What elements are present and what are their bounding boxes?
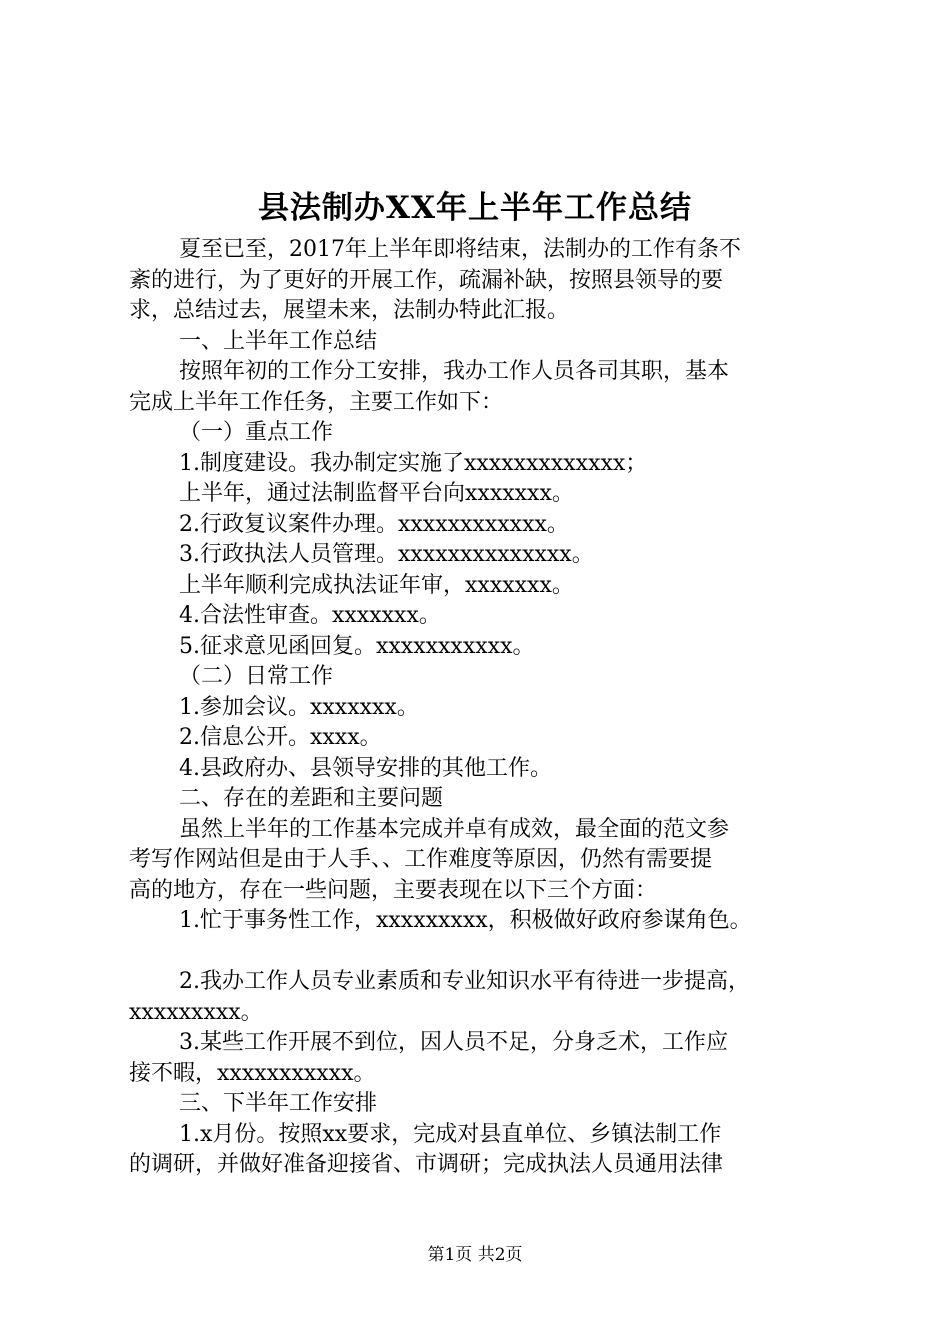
list-item: 2.信息公开。xxxx。 <box>179 725 382 750</box>
paragraph-line: 高的地方，存在一些问题，主要表现在以下三个方面： <box>129 877 658 903</box>
paragraph-line: 夏至已至，2017年上半年即将结束，法制办的工作有条不 <box>179 237 741 262</box>
paragraph-line: 上半年，通过法制监督平台向xxxxxxx。 <box>179 481 574 506</box>
paragraph-line: 完成上半年工作任务，主要工作如下： <box>129 389 504 415</box>
blank-line <box>129 937 829 968</box>
paragraph-line: 上半年顺利完成执法证年审，xxxxxxx。 <box>179 572 574 598</box>
list-item: 1.制度建设。我办制定实施了xxxxxxxxxxxxx； <box>179 450 648 476</box>
list-item: 1.忙于事务性工作，xxxxxxxxx，积极做好政府参谋角色。 <box>179 908 752 933</box>
list-item: 4.县政府办、县领导安排的其他工作。 <box>179 755 552 781</box>
document-body <box>129 235 829 1181</box>
paragraph-line: 求，总结过去，展望未来，法制办特此汇报。 <box>129 298 570 323</box>
paragraph-line: 紊的进行，为了更好的开展工作，疏漏补缺，按照县领导的要 <box>129 267 724 293</box>
section-heading: 二、存在的差距和主要问题 <box>179 786 444 811</box>
list-item: 3.某些工作开展不到位，因人员不足，分身乏术，工作应 <box>179 1030 728 1055</box>
section-heading: 一、上半年工作总结 <box>179 328 378 354</box>
paragraph-line: 按照年初的工作分工安排，我办工作人员各司其职，基本 <box>179 359 730 384</box>
paragraph-line: 考写作网站但是由于人手、、工作难度等原因，仍然有需要提 <box>129 847 713 872</box>
section-heading: 三、下半年工作安排 <box>179 1091 378 1116</box>
list-item: 5.征求意见函回复。xxxxxxxxxxx。 <box>179 633 535 659</box>
list-item: 3.行政执法人员管理。xxxxxxxxxxxxxx。 <box>179 542 594 567</box>
paragraph-line: 的调研，并做好准备迎接省、市调研；完成执法人员通用法律 <box>129 1152 724 1177</box>
list-item: 1.参加会议。xxxxxxx。 <box>179 694 419 720</box>
paragraph-line: xxxxxxxxx。 <box>129 999 263 1025</box>
list-item: 2.我办工作人员专业素质和专业知识水平有待进一步提高， <box>179 969 750 994</box>
list-item: 1.x月份。按照xx要求，完成对县直单位、乡镇法制工作 <box>179 1121 722 1147</box>
page-number: 第1页 共2页 <box>427 1245 523 1265</box>
list-item: 4.合法性审查。xxxxxxx。 <box>179 603 441 628</box>
list-item: 2.行政复议案件办理。xxxxxxxxxxxx。 <box>179 511 569 537</box>
paragraph-line: 虽然上半年的工作基本完成并卓有成效，最全面的范文参 <box>179 816 730 842</box>
document-title: 县法制办XX年上半年工作总结 <box>257 190 693 226</box>
subsection-heading: （一）重点工作 <box>179 420 334 445</box>
paragraph-line: 接不暇，xxxxxxxxxxx。 <box>129 1060 376 1086</box>
subsection-heading: （二）日常工作 <box>179 664 334 689</box>
